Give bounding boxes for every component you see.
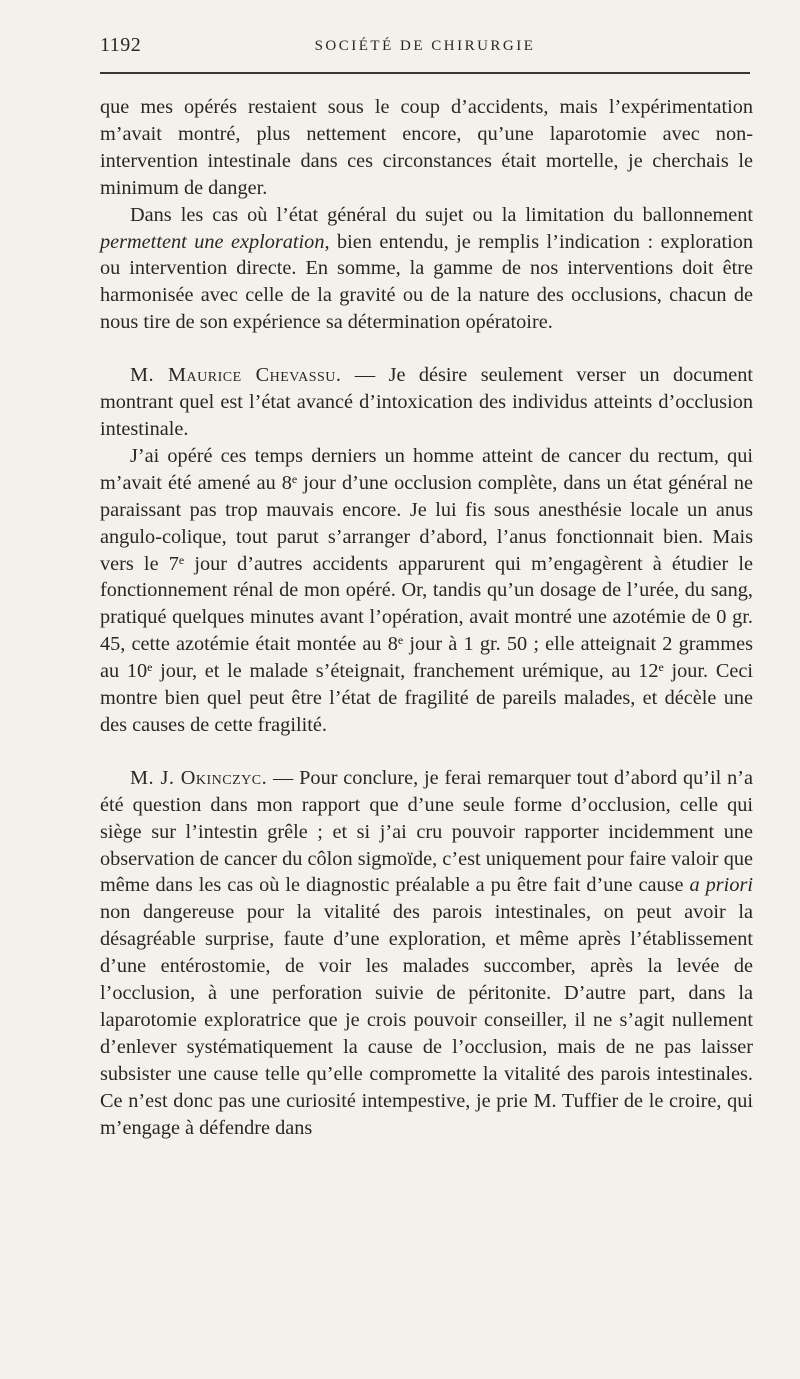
paragraph-continuation: [100, 94, 753, 202]
paragraph-text: que mes opérés restaient sous le coup d’accidents, mais l’expérimentation m’avait montré, plus nettement encore, qu’une laparotomie avec non-intervention intestinale dans ces circonstances était mortelle, je cherchais le minimum de danger.: [100, 96, 753, 199]
paragraph-okinczyc: [100, 765, 753, 1142]
paragraph-text: jour à 1 gr. 50 ; elle atteignait 2 grammes au 10: [100, 633, 753, 683]
ordinal-superscript: e: [147, 660, 153, 675]
paragraph-text: , bien entendu, je remplis l’indication : exploration ou intervention directe. En somme, la gamme de nos interventions doit être harmonisée avec celle de la gravité ou de la nature des occlusions, chacun de nous tire de son expérience sa détermination opératoire.: [100, 230, 753, 334]
paragraph-chevassu: [100, 362, 753, 443]
paragraph-text: jour d’autres accidents apparurent qui m’engagèrent à étudier le fonctionnement rénal de mon opéré. Or, tandis qu’un dosage de l’urée, du sang, pratiqué quelques minutes avant l’opération, avait montré une azotémie de 0 gr. 45, cette azotémie était montée au 8: [100, 552, 753, 656]
paragraph-case-report: [100, 443, 753, 739]
body-text: [100, 94, 753, 1142]
paragraph-text: jour. Ceci montre bien quel peut être l’état de fragilité de pareils malades, et décèle une des causes de cette fragilité.: [100, 660, 753, 736]
ordinal-superscript: e: [178, 552, 185, 567]
paragraph-text: jour, et le malade s’éteignait, franchement urémique, au 12: [152, 660, 659, 683]
header-rule: [100, 72, 750, 74]
paragraph-exploration: [100, 202, 753, 337]
italic-phrase: a priori: [689, 874, 753, 897]
ordinal-superscript: e: [397, 633, 404, 648]
ordinal-superscript: e: [291, 471, 298, 486]
running-head: SOCIÉTÉ DE CHIRURGIE: [314, 38, 536, 54]
ordinal-superscript: e: [658, 660, 664, 675]
speaker-name: M. Maurice Chevassu.: [130, 364, 342, 387]
page-header: [100, 34, 750, 60]
paragraph-text: Dans les cas où l’état général du sujet ou la limitation du ballonnement: [130, 203, 753, 226]
speaker-name: M. J. Okinczyc.: [130, 766, 268, 789]
page-number: 1192: [100, 34, 142, 56]
paragraph-text: jour d’une occlusion complète, dans un état général ne paraissant pas trop mauvais encore. Je lui fis sous anesthésie locale un anus angulo-colique, tout parut s’arranger d’abord, l’anus fonctionnait bien. Mais vers le 7: [100, 471, 753, 575]
paragraph-text: non dangereuse pour la vitalité des parois intestinales, on peut avoir la désagréable surprise, faute d’une exploration, et même après l’établissement d’une entérostomie, de voir les malades succomber, après la levée de l’occlusion, à une perforation suivie de péritonite. D’autre part, dans la laparotomie exploratrice que je crois pouvoir conseiller, il ne s’agit nullement d’enlever systématiquement la cause de l’occlusion, mais de ne pas laisser subsister une cause telle qu’elle compromette la vitalité des parois intestinales. Ce n’est donc pas une curiosité intempestive, je prie M. Tuffier de le croire, qui m’engage à défendre dans: [100, 901, 753, 1139]
paragraph-text: — Pour conclure, je ferai remarquer tout d’abord qu’il n’a été question dans mon rapport que d’une seule forme d’occlusion, celle qui siège sur l’intestin grêle ; et si j’ai cru pouvoir rapporter incidemment une observation de cancer du côlon sigmoïde, c’est uniquement pour faire valoir que même dans les cas où le diagnostic préalable a pu être fait d’une cause: [100, 766, 753, 897]
paragraph-text: J’ai opéré ces temps derniers un homme atteint de cancer du rectum, qui m’avait été amené au 8: [100, 444, 753, 494]
italic-phrase: permettent une exploration: [100, 230, 325, 253]
paragraph-text: — Je désire seulement verser un document montrant quel est l’état avancé d’intoxication des individus atteints d’occlusion intestinale.: [100, 364, 754, 440]
